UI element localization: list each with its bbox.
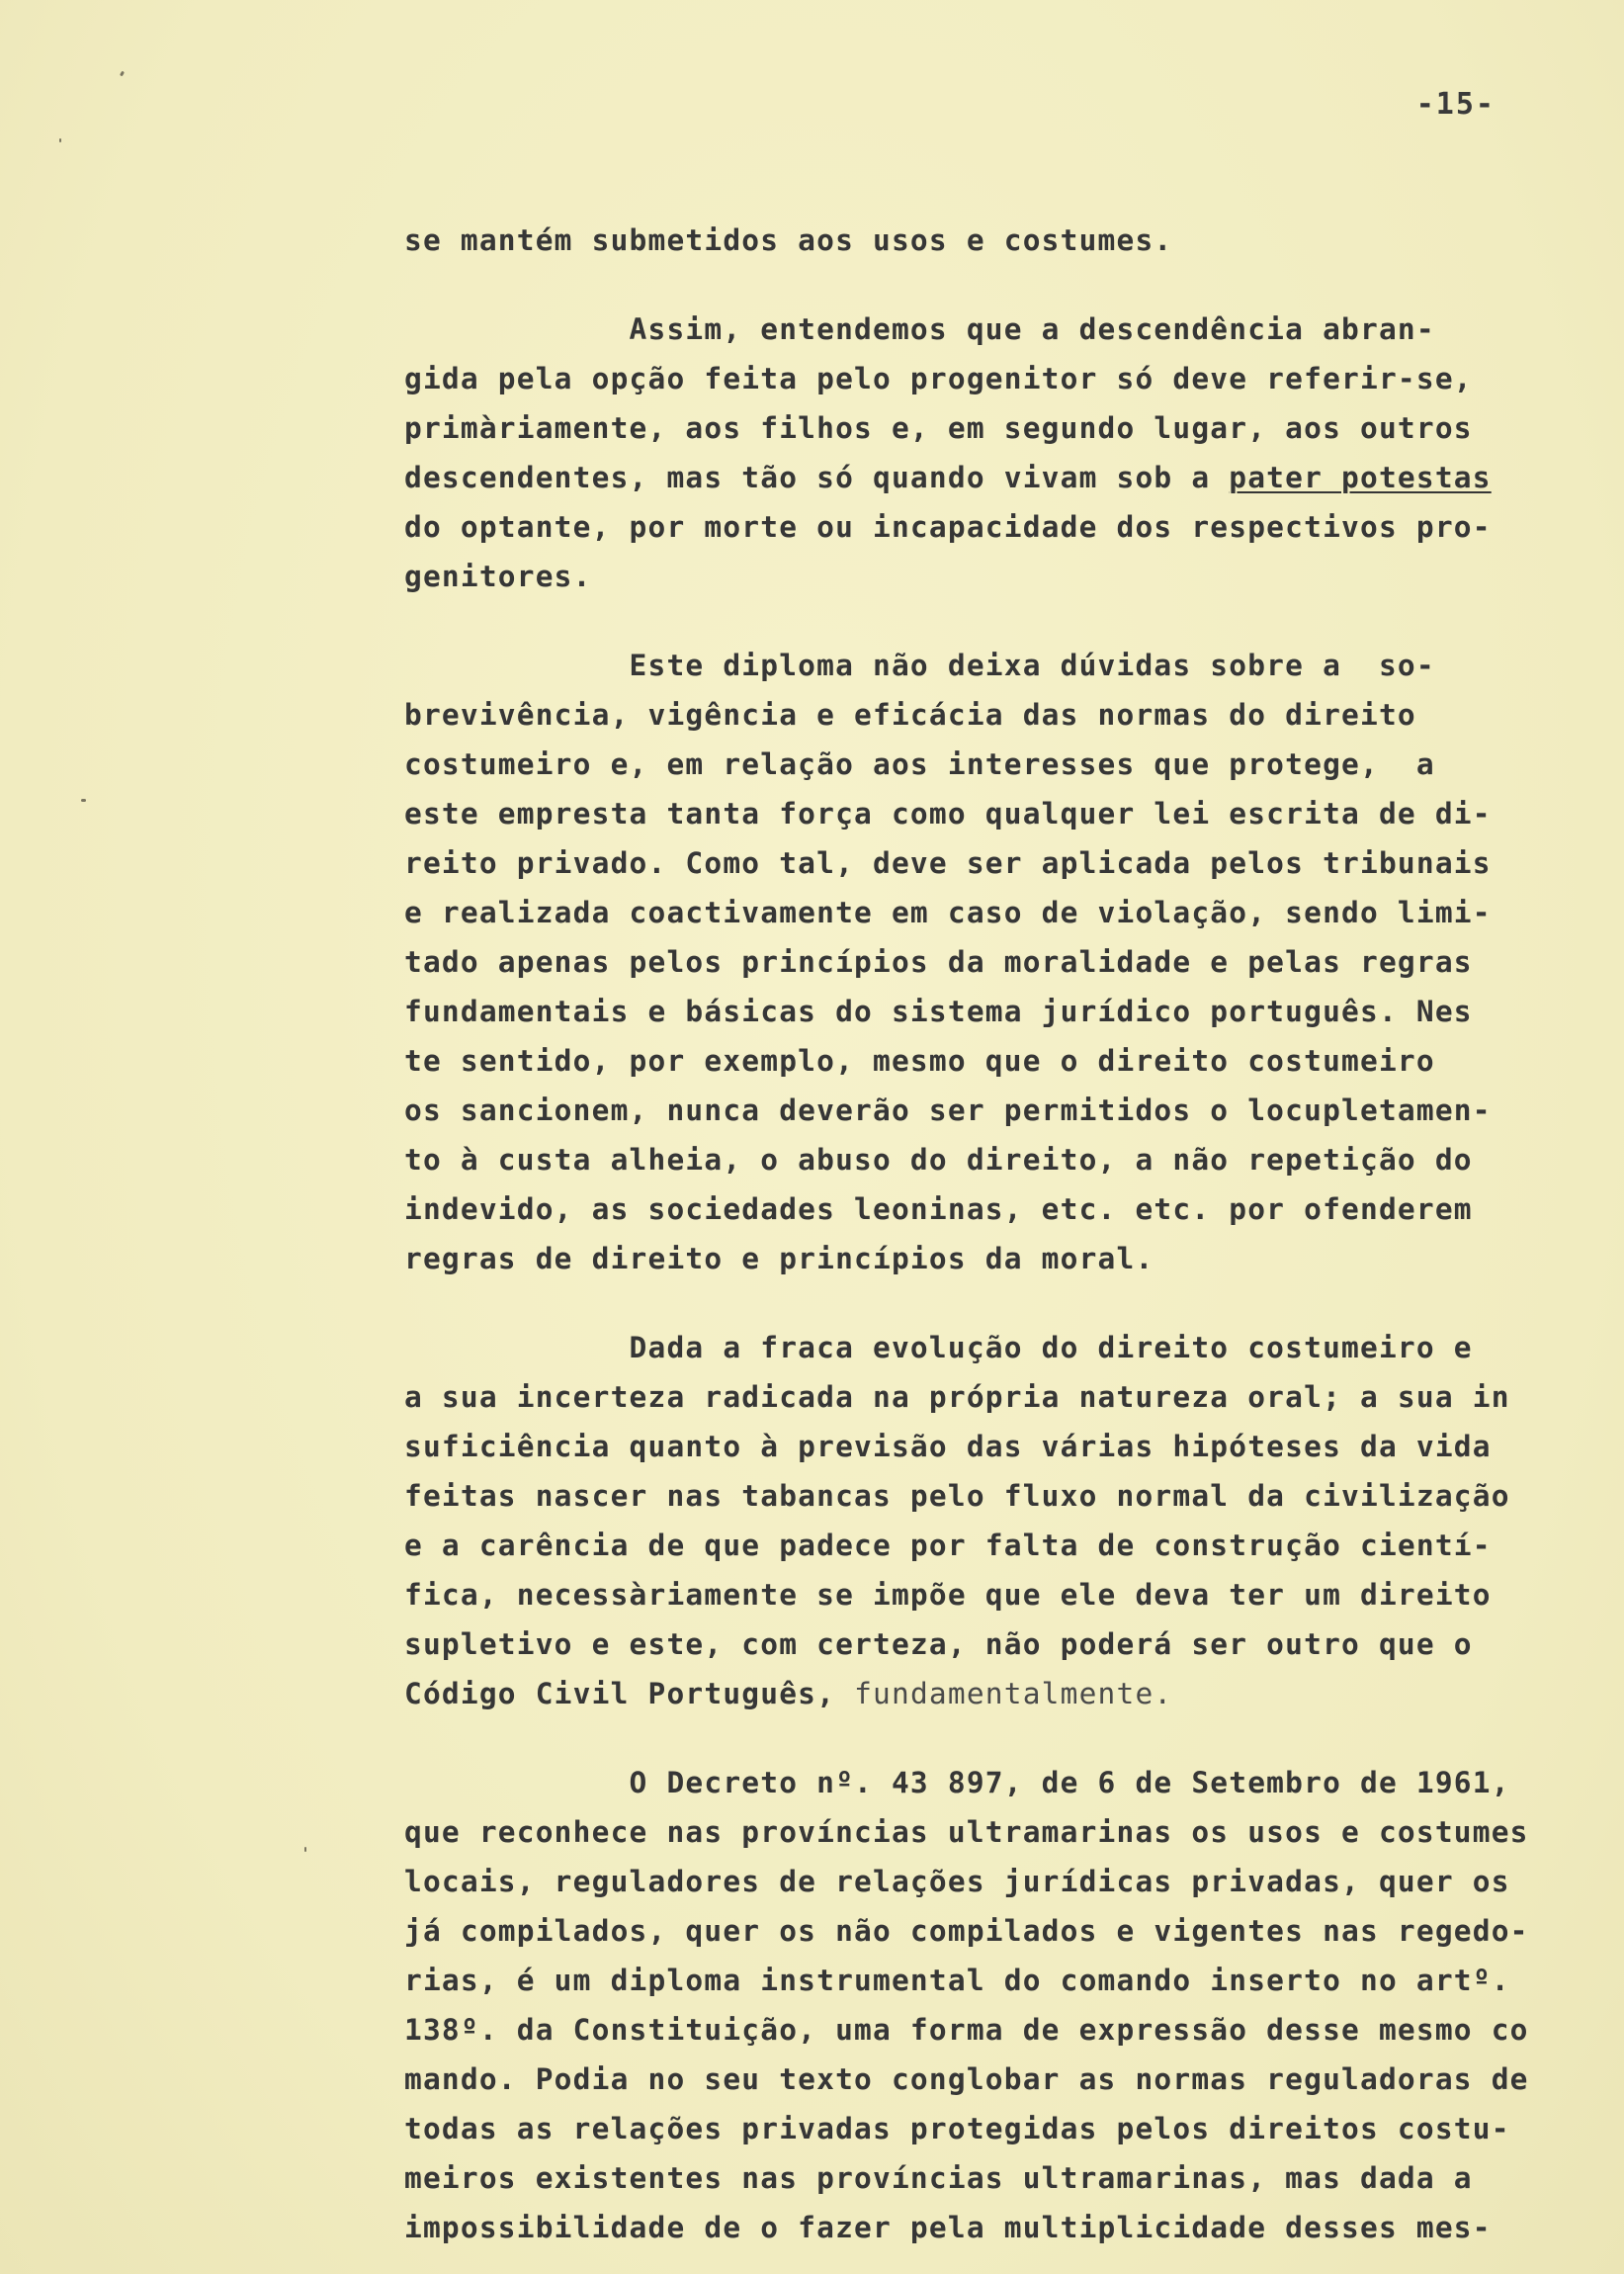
text-line: suficiência quanto à previsão das várias hipóteses da vida xyxy=(404,1430,1492,1463)
text-line: reito privado. Como tal, deve ser aplicada pelos tribunais xyxy=(404,846,1492,880)
text-line-start: descendentes, mas tão só quando vivam sob a xyxy=(404,461,1230,494)
text-line: Assim, entendemos que a descendência abran- xyxy=(404,312,1435,346)
paragraph-4 xyxy=(404,1323,1541,1718)
text-line: os sancionem, nunca deverão ser permitidos o locupletamen- xyxy=(404,1093,1492,1127)
text-line: genitores. xyxy=(404,560,592,593)
text-line: já compilados, quer os não compilados e vigentes nas regedo- xyxy=(404,1914,1529,1948)
paragraph-5 xyxy=(404,1758,1541,2252)
paper-speck xyxy=(59,138,61,142)
text-line: mando. Podia no seu texto conglobar as normas reguladoras de xyxy=(404,2062,1529,2096)
paragraph-1 xyxy=(404,216,1541,265)
paragraph-2 xyxy=(404,305,1541,601)
text-line: todas as relações privadas protegidas pelos direitos costu- xyxy=(404,2112,1510,2145)
text-line: e a carência de que padece por falta de construção cientí- xyxy=(404,1529,1492,1562)
paper-speck xyxy=(304,1847,306,1852)
text-line: indevido, as sociedades leoninas, etc. etc. por ofenderem xyxy=(404,1192,1473,1226)
text-line: locais, reguladores de relações jurídicas privadas, quer os xyxy=(404,1865,1510,1898)
text-line: fundamentais e básicas do sistema jurídico português. Nes xyxy=(404,995,1473,1028)
body-text xyxy=(404,216,1541,2252)
text-line: Dada a fraca evolução do direito costumeiro e xyxy=(404,1331,1473,1364)
text-line xyxy=(404,453,1541,502)
paper-speck xyxy=(81,799,86,802)
paragraph-3 xyxy=(404,641,1541,1283)
text-line: Este diploma não deixa dúvidas sobre a so- xyxy=(404,649,1435,682)
text-line: tado apenas pelos princípios da moralidade e pelas regras xyxy=(404,945,1473,979)
text-line: supletivo e este, com certeza, não poderá ser outro que o xyxy=(404,1627,1473,1661)
typed-addition: fundamentalmente. xyxy=(854,1677,1173,1710)
text-line: se mantém submetidos aos usos e costumes. xyxy=(404,223,1173,257)
text-line-start: Código Civil Português, xyxy=(404,1677,855,1710)
text-line: to à custa alheia, o abuso do direito, a não repetição do xyxy=(404,1143,1473,1177)
text-line: este empresta tanta força como qualquer lei escrita de di- xyxy=(404,797,1492,831)
text-line: O Decreto nº. 43 897, de 6 de Setembro de 1961, xyxy=(404,1766,1510,1799)
text-line: 138º. da Constituição, uma forma de expressão desse mesmo co xyxy=(404,2013,1529,2047)
text-line: impossibilidade de o fazer pela multiplicidade desses mes- xyxy=(404,2211,1492,2244)
text-line: meiros existentes nas províncias ultramarinas, mas dada a xyxy=(404,2161,1473,2195)
page-number: -15- xyxy=(1415,87,1496,122)
text-line: te sentido, por exemplo, mesmo que o direito costumeiro xyxy=(404,1044,1435,1078)
text-line: regras de direito e princípios da moral. xyxy=(404,1242,1154,1275)
text-line: brevivência, vigência e eficácia das normas do direito xyxy=(404,698,1416,732)
text-line: feitas nascer nas tabancas pelo fluxo normal da civilização xyxy=(404,1479,1510,1513)
underlined-term: pater potestas xyxy=(1229,461,1492,494)
text-line: gida pela opção feita pelo progenitor só deve referir-se, xyxy=(404,362,1473,395)
text-line xyxy=(404,1669,1541,1718)
text-line: que reconhece nas províncias ultramarinas os usos e costumes xyxy=(404,1815,1529,1849)
text-line: costumeiro e, em relação aos interesses que protege, a xyxy=(404,747,1435,781)
text-line: do optante, por morte ou incapacidade dos respectivos pro- xyxy=(404,510,1492,544)
text-line: rias, é um diploma instrumental do comando inserto no artº. xyxy=(404,1964,1510,1997)
text-line: e realizada coactivamente em caso de violação, sendo limi- xyxy=(404,896,1492,929)
paper-speck xyxy=(120,71,125,77)
text-line: fica, necessàriamente se impõe que ele deva ter um direito xyxy=(404,1578,1492,1612)
text-line: a sua incerteza radicada na própria natureza oral; a sua in xyxy=(404,1380,1510,1414)
text-line: primàriamente, aos filhos e, em segundo lugar, aos outros xyxy=(404,411,1473,445)
